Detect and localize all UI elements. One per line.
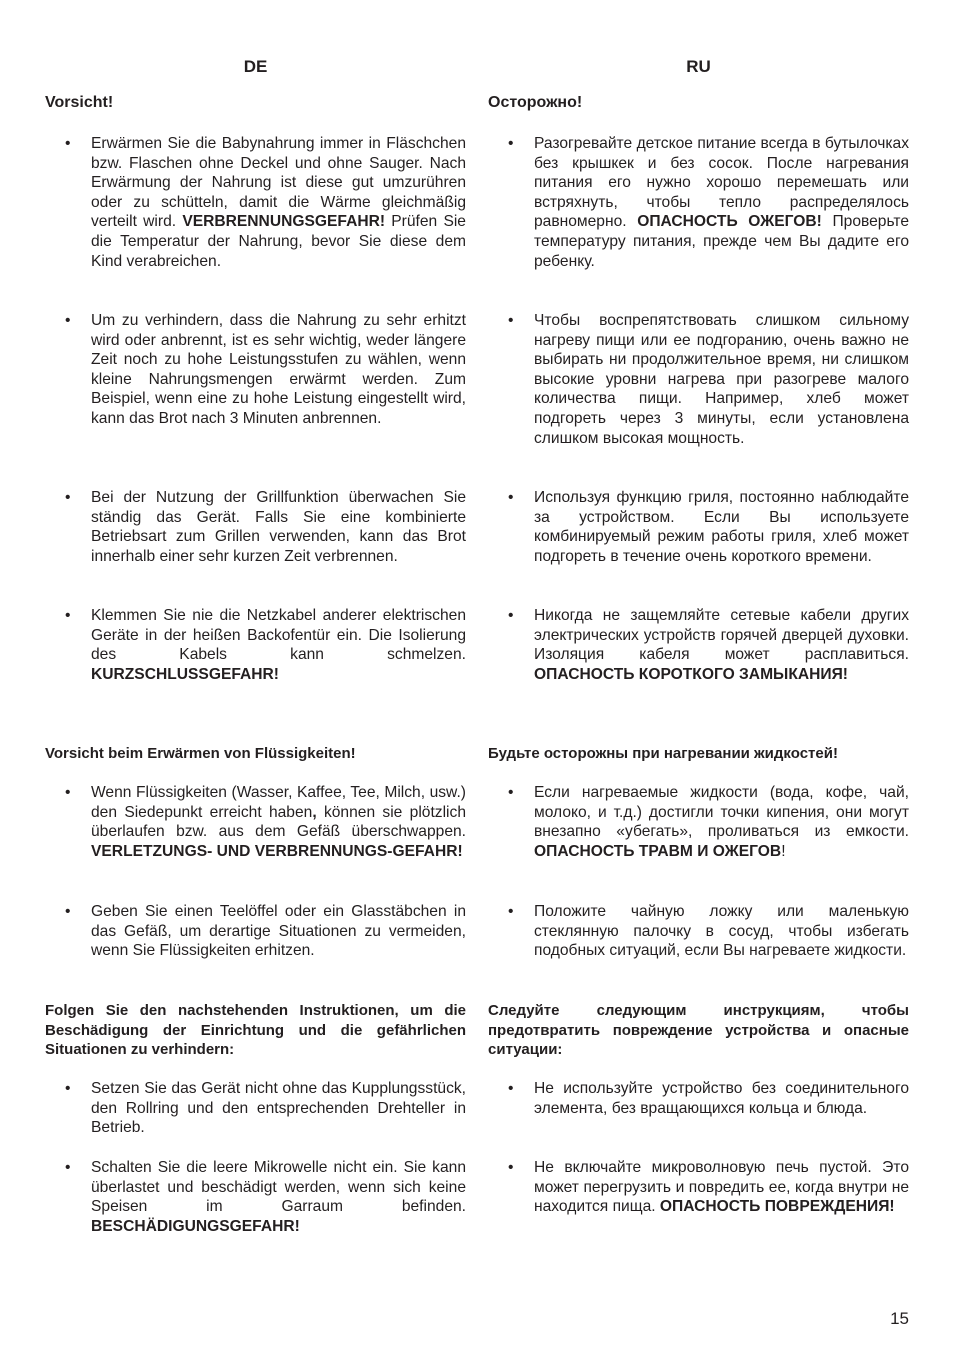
language-label: DE — [243, 57, 268, 76]
list-item-text — [534, 783, 909, 861]
bullet-icon: • — [508, 1080, 514, 1097]
bullet-icon: • — [508, 903, 514, 920]
body-text: Никогда не защемляйте сетевые кабели других электрических устройств горячей дверцей духовки. Изоляция кабеля может расплавиться. — [534, 607, 909, 664]
list-item-text — [534, 1079, 909, 1118]
body-text: Используя функцию гриля, постоянно наблюдайте за устройством. Если Вы используете комбинируемый режим работы гриля, хлеб может подгореть в течение очень короткого времени. — [534, 489, 909, 565]
bullet-icon: • — [65, 312, 71, 329]
body-text: Setzen Sie das Gerät nicht ohne das Kupplungsstück, den Rollring und den entsprechenden Drehteller in Betrieb. — [91, 1080, 466, 1137]
body-text: Проверьте температуру питания, прежде чем Вы дадите его ребенку. — [534, 213, 910, 270]
list-item — [45, 1079, 466, 1138]
bullet-icon: • — [65, 135, 71, 152]
list-item-text — [91, 134, 466, 271]
body-text: Klemmen Sie nie die Netzkabel anderer elektrischen Geräte in der heißen Backofentür ein. Die Isolierung des Kabels kann schmelzen. — [91, 607, 466, 664]
list-item — [45, 311, 466, 429]
list-item — [45, 1158, 466, 1236]
list-item — [488, 1158, 909, 1217]
list-item — [488, 783, 909, 861]
list-item — [488, 311, 909, 448]
list-item — [488, 1079, 909, 1118]
body-text: Если нагреваемые жидкости (вода, кофе, чай, молоко, и т.д.) достигли точки кипения, они могут внезапно «убегать», проливаться из емкости. — [534, 784, 909, 841]
list-item-text — [534, 311, 909, 448]
body-text: Geben Sie einen Teelöffel oder ein Glasstäbchen in das Gefäß, um derartige Situationen zu vermeiden, wenn Sie Flüssigkeiten erhitzen. — [91, 903, 466, 960]
list-item-text — [91, 1158, 466, 1236]
list-item-text — [91, 783, 466, 861]
warning-text: ОПАСНОСТЬ КОРОТКОГО ЗАМЫКАНИЯ! — [534, 665, 848, 683]
warning-text: ОПАСНОСТЬ ПОВРЕЖДЕНИЯ! — [659, 1198, 895, 1216]
list-item-text — [534, 1158, 909, 1217]
bullet-icon: • — [65, 1159, 71, 1176]
body-text: Чтобы воспрепятствовать слишком сильному нагреву пищи или ее подгоранию, очень важно не выбирать ни продолжительное время, ни слишком высокие уровни нагрева при разогреве малого количества пищи. Например, хлеб может подгореть через 3 минуты, если установлена слишком высокая мощность. — [534, 312, 909, 447]
bullet-icon: • — [65, 784, 71, 801]
section-heading: Следуйте следующим инструкциям, чтобы предотвратить повреждение устройства и опасные ситуации: — [488, 1002, 909, 1059]
list-item — [488, 902, 909, 961]
list-item — [45, 783, 466, 861]
section-heading: Vorsicht! — [45, 94, 114, 111]
list-item-text — [534, 134, 909, 271]
list-item — [45, 134, 466, 271]
list-item — [45, 902, 466, 961]
body-text: Wenn Flüssigkeiten (Wasser, Kaffee, Tee, Milch, usw.) den Siedepunkt erreicht haben — [91, 784, 466, 821]
bullet-icon: • — [508, 489, 514, 506]
body-text: Schalten Sie die leere Mikrowelle nicht ein. Sie kann überlastet und beschädigt werden, wenn sich keine Speisen im Garraum befinden. — [91, 1159, 466, 1216]
bullet-icon: • — [65, 607, 71, 624]
list-item-text — [91, 606, 466, 684]
section-heading: Осторожно! — [488, 94, 583, 111]
section-heading: Folgen Sie den nachstehenden Instruktionen, um die Beschädigung der Einrichtung und die gefährlichen Situationen zu verhindern: — [45, 1002, 466, 1059]
list-item-text — [534, 488, 909, 566]
body-text: Не используйте устройство без соединительного элемента, без вращающихся кольца и блюда. — [534, 1080, 909, 1117]
body-text: Erwärmen Sie die Babynahrung immer in Fläschchen bzw. Flaschen ohne Deckel und ohne Sauger. Nach Erwärmung der Nahrung ist diese gut umzurühren oder zu schütteln, damit die Wärme gleichmäßig verteilt wird. — [91, 135, 466, 231]
body-text: können sie plötzlich überlaufen bzw. aus dem Gefäß überschwappen. — [91, 803, 466, 841]
warning-text: VERBRENNUNGSGEFAHR! — [182, 213, 386, 231]
bullet-icon: • — [65, 489, 71, 506]
list-item-text — [91, 488, 466, 566]
bullet-icon: • — [65, 903, 71, 920]
list-item — [488, 488, 909, 566]
warning-text: BESCHÄDIGUNGSGEFAHR! — [91, 1217, 300, 1235]
list-item — [488, 134, 909, 271]
bullet-icon: • — [508, 1159, 514, 1176]
section-heading: Vorsicht beim Erwärmen von Flüssigkeiten! — [45, 745, 356, 762]
body-text: Bei der Nutzung der Grillfunktion überwachen Sie ständig das Gerät. Falls Sie eine kombinierte Betriebsart zum Grillen verwenden, kann das Brot innerhalb einer sehr kurzen Zeit verbrennen. — [91, 489, 466, 565]
body-text: Um zu verhindern, dass die Nahrung zu sehr erhitzt wird oder anbrennt, ist es sehr wichtig, weder längere Zeit noch zu hohe Leistungsstufen zu wählen, wenn kleine Nahrungsmengen erwärmt werden. Zum Beispiel, wenn eine zu hohe Leistung eingestellt wird, kann das Brot nach 3 Minuten anbrennen. — [91, 312, 466, 427]
language-label: RU — [686, 57, 711, 76]
bullet-icon: • — [508, 607, 514, 624]
warning-text: , — [312, 803, 317, 821]
list-item — [488, 606, 909, 684]
body-text: Положите чайную ложку или маленькую стеклянную палочку в сосуд, чтобы избегать подобных ситуаций, если Вы нагреваете жидкости. — [534, 903, 909, 960]
body-text: Не включайте микроволновую печь пустой. Это может перегрузить и повредить ее, когда внутри не находится пища. — [534, 1159, 909, 1216]
bullet-icon: • — [508, 784, 514, 801]
list-item-text — [534, 606, 909, 684]
body-text: Prüfen Sie die Temperatur der Nahrung, bevor Sie diese dem Kind verabreichen. — [91, 213, 466, 270]
list-item-text — [91, 902, 466, 961]
warning-text: VERLETZUNGS- UND VERBRENNUNGS-GEFAHR! — [91, 842, 463, 860]
warning-text: KURZSCHLUSSGEFAHR! — [91, 665, 279, 683]
section-heading: Будьте осторожны при нагревании жидкостей! — [488, 745, 838, 762]
bullet-icon: • — [65, 1080, 71, 1097]
list-item-text — [534, 902, 909, 961]
warning-text: ОПАСНОСТЬ ТРАВМ И ОЖЕГОВ — [534, 842, 782, 860]
list-item-text — [91, 1079, 466, 1138]
bullet-icon: • — [508, 312, 514, 329]
warning-text: ОПАСНОСТЬ ОЖЕГОВ! — [637, 213, 822, 231]
list-item — [45, 606, 466, 684]
page-number: 15 — [890, 1309, 909, 1328]
body-text: Разогревайте детское питание всегда в бутылочках без крышкек и без сосок. После нагревания питания его нужно хорошо перемешать или встряхнуть, чтобы тепло распределялось равномерно. — [534, 135, 909, 231]
bullet-icon: • — [508, 135, 514, 152]
list-item-text — [91, 311, 466, 429]
list-item — [45, 488, 466, 566]
body-text: ! — [781, 842, 786, 860]
